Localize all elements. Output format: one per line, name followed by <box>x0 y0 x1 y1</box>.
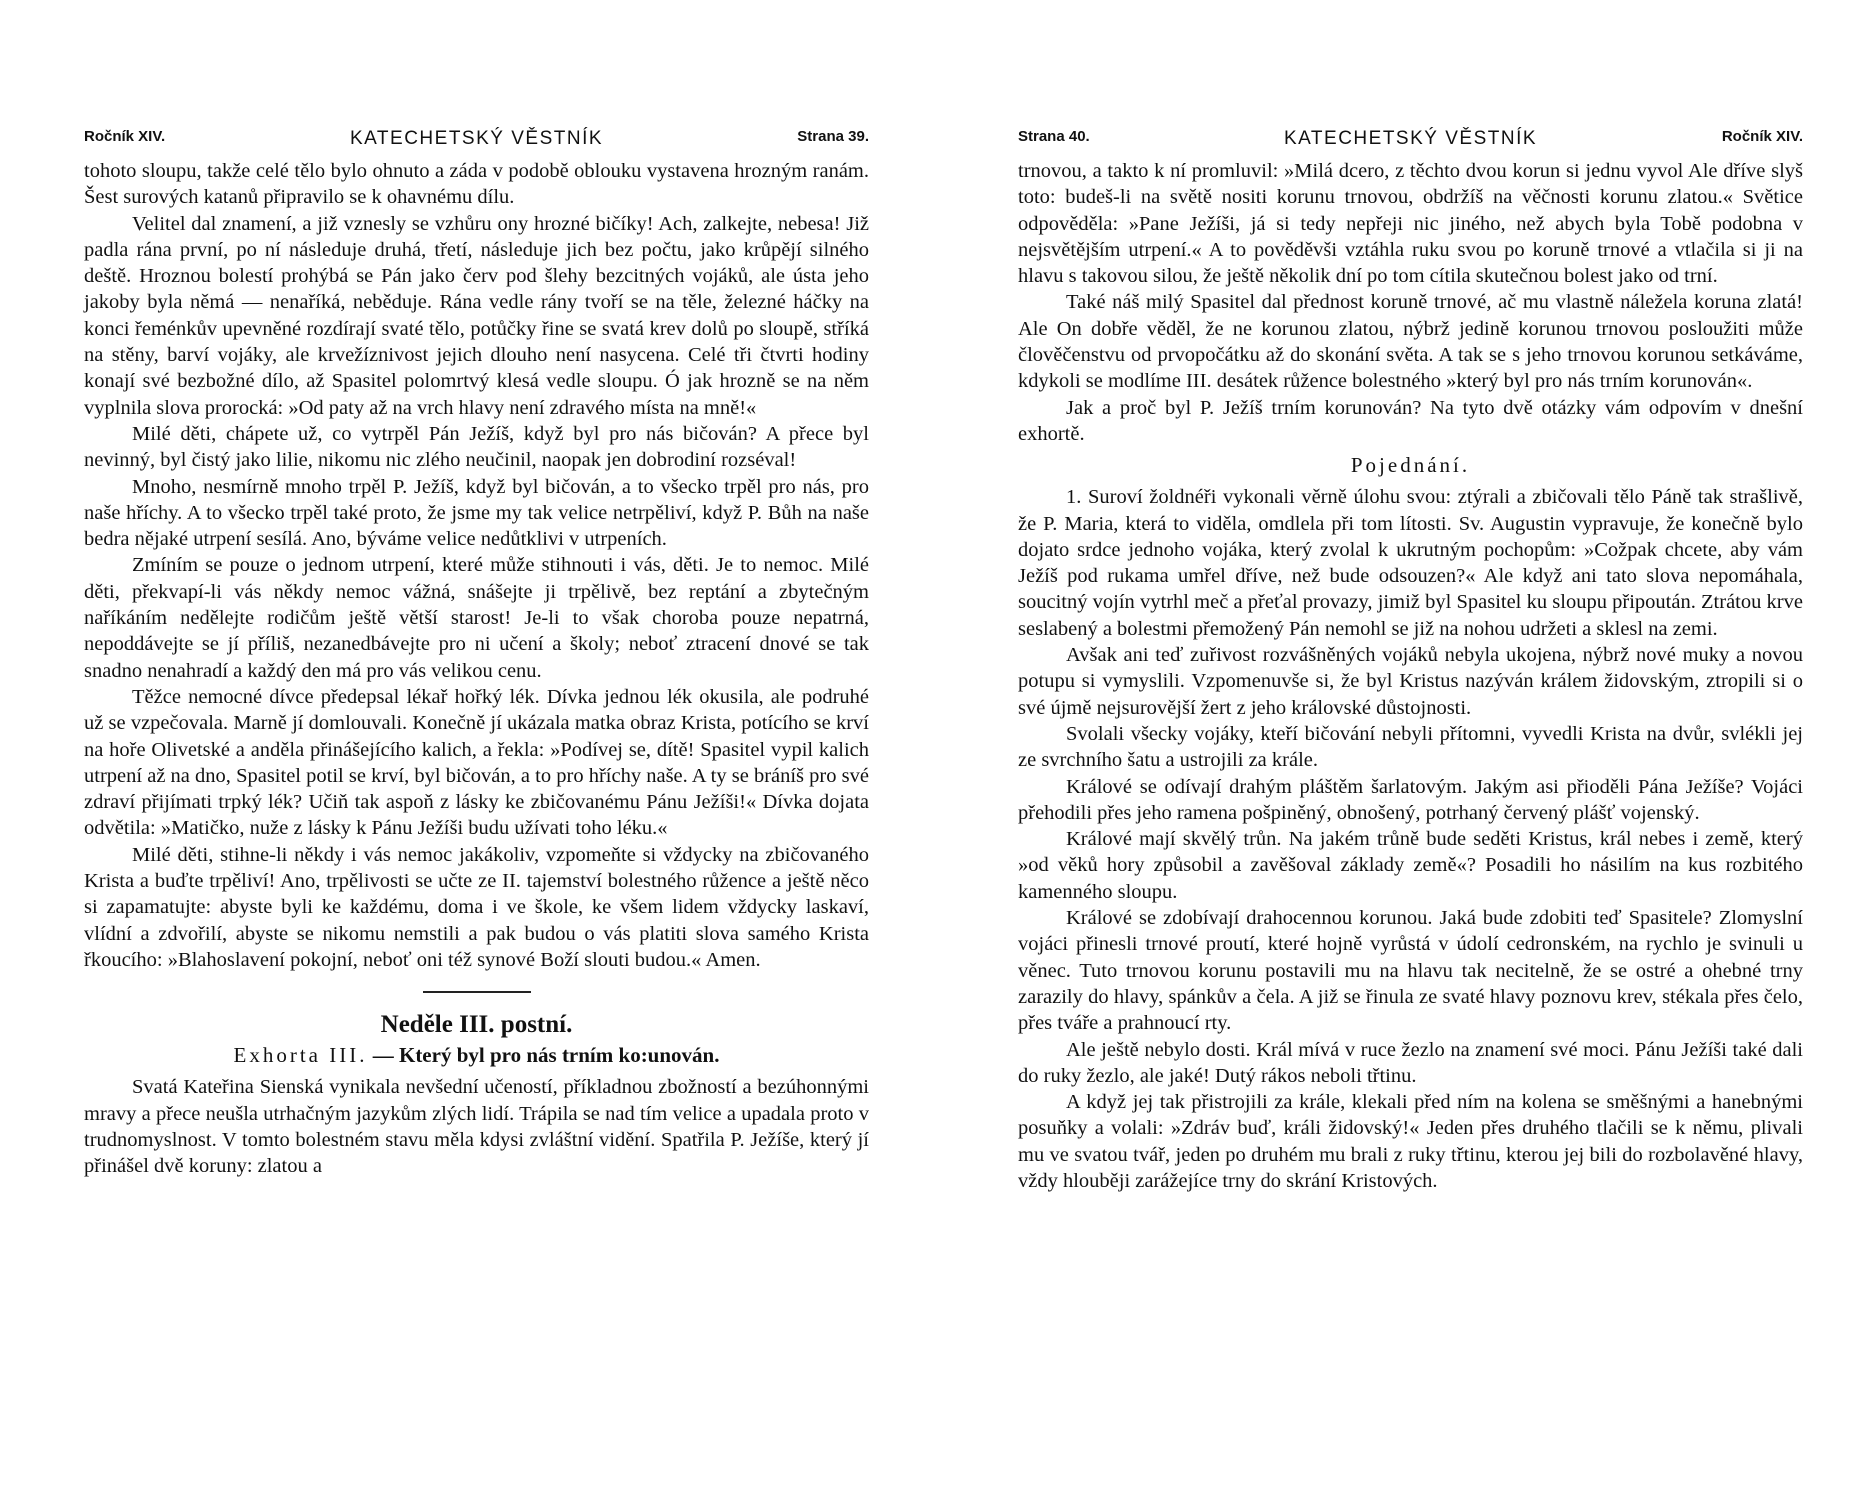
paragraph: Králové se zdobívají drahocennou korunou. Jaká bude zdobiti teď Spasitele? Zlomyslní vojáci přinesli trnové proutí, které hojně vyrůstá v údolí cedronském, na rychlo je svinuli u věnec. Tuto trnovou korunu postavili mu na hlavu tak necitelně, že se ostré a ohebné trny zarazily do hlavy, spánkův a čela. A již se řinula ze svaté hlavy poznovu krev, stékala přes čelo, přes tváře a prahnoucí rty. <box>1018 907 1803 1035</box>
left-page <box>84 118 869 1179</box>
section-divider <box>423 991 531 993</box>
exhortation-label: Exhorta III. <box>233 1043 368 1068</box>
paragraph: Také náš milý Spasitel dal přednost koruně trnové, ač mu vlastně náležela koruna zlatá! Ale On dobře věděl, že ne korunou zlatou, nýbrž jedině korunou trnovou posloužiti může člověčenstvu od prvopočátku až do skonání světa. A tak se s jeho trnovou korunou setkáváme, kdykoli se modlíme III. desátek růžence bolestného »který byl pro nás trním korunován«. <box>1018 291 1803 393</box>
paragraph: 1. Suroví žoldnéři vykonali věrně úlohu svou: ztýrali a zbičovali tělo Páně tak strašlivě, že P. Maria, která to viděla, omdlela při tom lítosti. Sv. Augustin vypravuje, že konečně bylo dojato srdce jednoho vojáka, který zvolal k ukrutným pochopům: »Cožpak chcete, aby vám Ježíš pod rukama umřel dříve, než bude odsouzen?« Ale když ani tato slova nepomáhala, soucitný vojín vytrhl meč a přeťal provazy, jimiž byl Spasitel ku sloupu připoután. Ztrátou krve seslabený a bolestmi přemožený Pán nemohl se již na nohou udržeti a sklesl na zemi. <box>1018 486 1803 640</box>
paragraph: Velitel dal znamení, a již vznesly se vzhůru ony hrozné bičíky! Ach, zalkejte, nebesa! Již padla rána první, po ní následuje druhá, třetí, následuje jich bez počtu, jako krůpějí silného deště. Hroznou bolestí prohýbá se Pán jako červ pod šlehy bezcitných vojáků, ale ústa jeho jakoby byla němá — nenaříká, neběduje. Rána vedle rány tvoří se na těle, železné háčky na konci řeménkův upevněné rozdírají svaté tělo, potůčky řine se svatá krev dolů po sloupě, stříká na stěny, barví vojáky, ale krvežíznivost jejich dlouho není nasycena. Celé tři čtvrti hodiny konají své bezbožné dílo, až Spasitel polomrtvý klesá vedle sloupu. Ó jak hrozně se na něm vyplnila slova prorocká: »Od paty až na vrch hlavy není zdravého místa na mně!« <box>84 212 869 419</box>
right-page <box>1018 118 1803 1194</box>
paragraph: Králové mají skvělý trůn. Na jakém trůně bude seděti Kristus, král nebes i země, který »od věků hory způsobil a zavěšoval základy země«? Posadili ho násilím na kus rozbitého kamenného sloupu. <box>1018 828 1803 903</box>
exhortation-topic: — Který byl pro nás trním ko:unován. <box>372 1043 720 1068</box>
paragraph: Milé děti, stihne-li někdy i vás nemoc jakákoliv, vzpomeňte si vždycky na zbičovaného Krista a buďte trpěliví! Ano, trpělivosti se učte ze II. tajemství bolestného růžence a ještě něco si zapamatujte: abyste byli ke každému, doma i ve škole, ke všem lidem vždycky laskaví, vlídní a zdvořilí, abyste se nikomu nemstili a pak budou o vás platiti slova samého Krista řkoucího: »Blahoslavení pokojní, neboť oni též synové Boží slouti budou.« Amen. <box>84 843 869 971</box>
paragraph: Zmíním se pouze o jednom utrpení, které může stihnouti i vás, děti. Je to nemoc. Milé děti, překvapí-li vás někdy nemoc vážná, snášejte ji trpělivě, bez reptání a zbytečným naříkáním nedělejte rodičům ještě větší starost! Je-li to však choroba pouze nepatrná, nepoddávejte se jí příliš, nezanedbávejte pro ni učení a školy; neboť ztracení dnové se tak snadno nenahradí a každý den má pro vás velikou cenu. <box>84 554 869 682</box>
right-page-body <box>1018 158 1803 1194</box>
volume-label: Ročník XIV. <box>1721 128 1803 145</box>
section-title: Neděle III. postní. <box>380 1011 573 1039</box>
page-number: Strana 40. <box>1018 128 1090 145</box>
journal-title: KATECHETSKÝ VĚSTNÍK <box>1283 128 1538 149</box>
paragraph: A když jej tak přistrojili za krále, klekali před ním na kolena se směšnými a hanebnými posuňky a volali: »Zdráv buď, králi židovský!« Jeden přes druhého tlačili se k němu, plivali mu ve svatou tvář, jeden po druhém mu brali z ruky třtinu, kterou jej bili do rozbolavěné hlavy, vždy hlouběji zarážejíce trny do skrání Kristových. <box>1018 1091 1803 1192</box>
paragraph: tohoto sloupu, takže celé tělo bylo ohnuto a záda v podobě oblouku vystavena hrozným ranám. Šest surových katanů připravilo se k ohavnému dílu. <box>84 160 869 209</box>
paragraph: Svatá Kateřina Sienská vynikala nevšední učeností, příkladnou zbožností a bezúhonnými mravy a přece neušla utrhačným jazykům zlých lidí. Trápila se nad tím velice a upadala proto v trudnomyslnost. V tomto bolestném stavu měla kdysi zvláštní vidění. Spatřila P. Ježíše, který jí přinášel dvě koruny: zlatou a <box>84 1076 869 1178</box>
left-running-header <box>84 118 869 158</box>
right-running-header <box>1018 118 1803 158</box>
volume-label: Ročník XIV. <box>84 128 166 145</box>
paragraph: Mnoho, nesmírně mnoho trpěl P. Ježíš, když byl bičován, a to všecko trpěl pro nás, pro naše hříchy. A to všecko trpěl také proto, že jsme my tak velice netrpěliví, když P. Bůh na naše bedra nějaké utrpení sesílá. Ano, býváme velice nedůtklivi v utrpeních. <box>84 475 869 551</box>
left-page-body <box>84 158 869 1179</box>
paragraph: Milé děti, chápete už, co vytrpěl Pán Ježíš, když byl pro nás bičován? A přece byl nevinný, byl čistý jako lilie, nikomu nic zlého neučinil, naopak jen dobrodiní rozséval! <box>84 422 869 472</box>
paragraph: Jak a proč byl P. Ježíš trním korunován? Na tyto dvě otázky vám odpovím v dnešní exhortě. <box>1018 396 1803 445</box>
paragraph: Králové se odívají drahým pláštěm šarlatovým. Jakým asi přioděli Pána Ježíše? Vojáci přehodili přes jeho ramena pošpiněný, obnošený, potrhaný červený plášť vojenský. <box>1018 775 1803 824</box>
page-number: Strana 39. <box>797 128 869 145</box>
paragraph: trnovou, a takto k ní promluvil: »Milá dcero, z těchto dvou korun si jednu vyvol Ale dříve slyš toto: budeš-li na světě nositi korunu trnovou, obdržíš na věčnosti korunu zlatou.« Světice odpověděla: »Pane Ježíši, já si tedy nepřeji nic jiného, než abych byla Tobě podobna v nejsvětějším utrpení.« A to pověděvši vztáhla ruku svou po koruně trnové a vtlačila si ji na hlavu s takovou silou, že ještě několik dní po tom cítila skutečnou bolest jako od trní. <box>1018 160 1803 288</box>
paragraph: Svolali všecky vojáky, kteří bičování nebyli přítomni, vyvedli Krista na dvůr, svlékli jej ze svrchního šatu a ustrojili za krále. <box>1018 722 1803 772</box>
journal-title: KATECHETSKÝ VĚSTNÍK <box>349 128 604 149</box>
paragraph: Ale ještě nebylo dosti. Král mívá v ruce žezlo na znamení své moci. Pánu Ježíši také dali do ruky žezlo, ale jaké! Dutý rákos neboli třtinu. <box>1018 1038 1803 1087</box>
paragraph: Těžce nemocné dívce předepsal lékař hořký lék. Dívka jednou lék okusila, ale podruhé už se vzpečovala. Marně jí domlouvali. Konečně jí ukázala matka obraz Krista, potícího se krví na hoře Olivetské a anděla přinášejícího kalich, a řekla: »Podívej se, dítě! Spasitel vypil kalich utrpení až na dno, Spasitel potil se krví, byl bičován, a to pro hříchy naše. A ty se bráníš pro své zdraví přijímati trpký lék? Učiň tak aspoň z lásky ke zbičovanému Pánu Ježíši!« Dívka dojata odvětila: »Matičko, nuže z lásky k Pánu Ježíši budu užívati toho léku.« <box>84 685 869 840</box>
treatise-heading: Pojednání. <box>1350 453 1471 478</box>
section-subtitle <box>84 1043 869 1068</box>
paragraph: Avšak ani teď zuřivost rozvášněných vojáků nebyla ukojena, nýbrž nové muky a novou potupu si vymyslili. Vzpomenuvše si, že byl Kristus nazýván králem židovským, ztropili si o své újmě nejsurovější žert z jeho královské důstojnosti. <box>1018 644 1803 719</box>
